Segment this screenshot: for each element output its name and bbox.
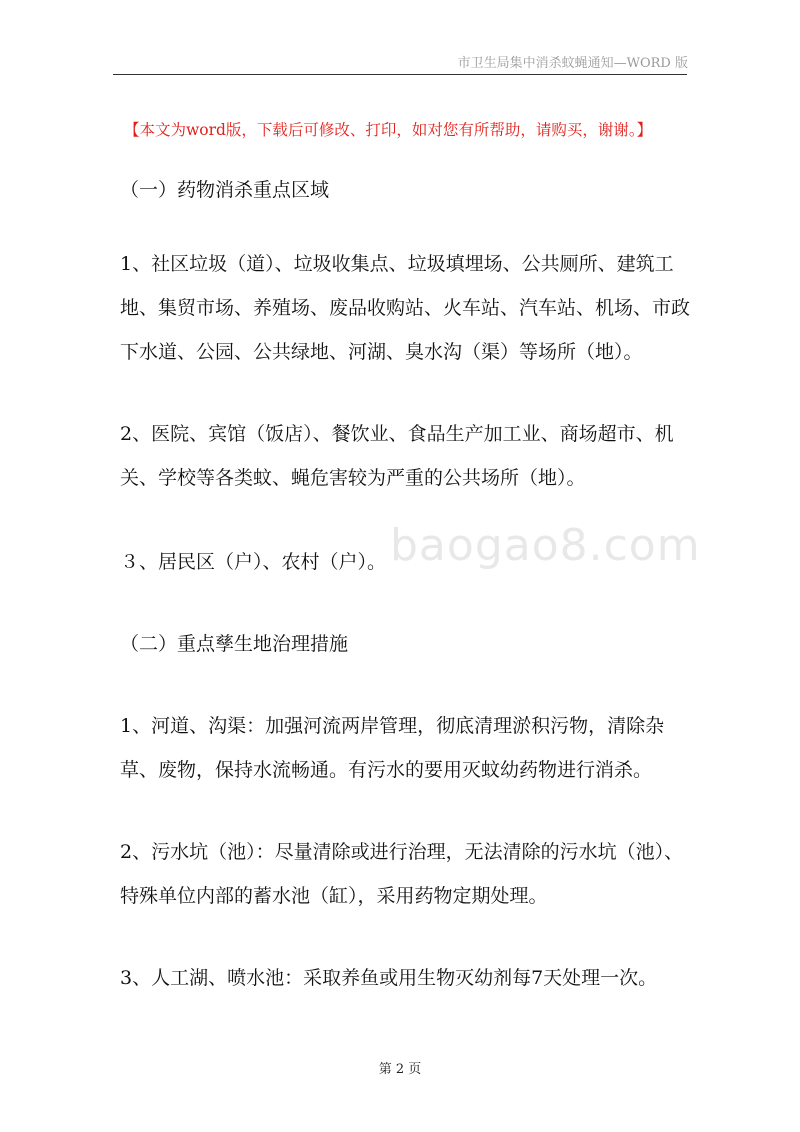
section-heading-2: （二）重点孳生地治理措施 (120, 633, 349, 655)
header-divider (113, 74, 687, 75)
section-heading-1: （一）药物消杀重点区域 (120, 179, 330, 201)
paragraph-measure-1: 1、河道、沟渠：加强河流两岸管理，彻底清理淤积污物，清除杂草、废物，保持水流畅通。有污水的要用灭蚊幼药物进行消杀。 (120, 715, 665, 781)
page-number: 第 2 页 (378, 1062, 422, 1077)
paragraph-item-1: 1、社区垃圾（道）、垃圾收集点、垃圾填埋场、公共厕所、建筑工地、集贸市场、养殖场、废品收购站、火车站、汽车站、机场、市政下水道、公园、公共绿地、河湖、臭水沟（渠）等场所（地）。 (120, 253, 691, 363)
running-header: 市卫生局集中消杀蚊蝇通知—WORD 版 (457, 56, 688, 71)
paragraph-item-3: ３、居民区（户）、农村（户）。 (120, 551, 387, 573)
paragraph-item-2: 2、医院、宾馆（饭店）、餐饮业、食品生产加工业、商场超市、机关、学校等各类蚊、蝇危害较为严重的公共场所（地）。 (120, 423, 674, 489)
paragraph-measure-2: 2、污水坑（池）：尽量清除或进行治理，无法清除的污水坑（池）、特殊单位内部的蓄水池（缸），采用药物定期处理。 (120, 841, 684, 907)
paragraph-measure-3: 3、人工湖、喷水池：采取养鱼或用生物灭幼剂每7天处理一次。 (120, 967, 658, 989)
watermark: baogao8.com (390, 520, 701, 571)
download-notice: 【本文为word版，下载后可修改、打印，如对您有所帮助，请购买，谢谢。】 (124, 121, 653, 139)
